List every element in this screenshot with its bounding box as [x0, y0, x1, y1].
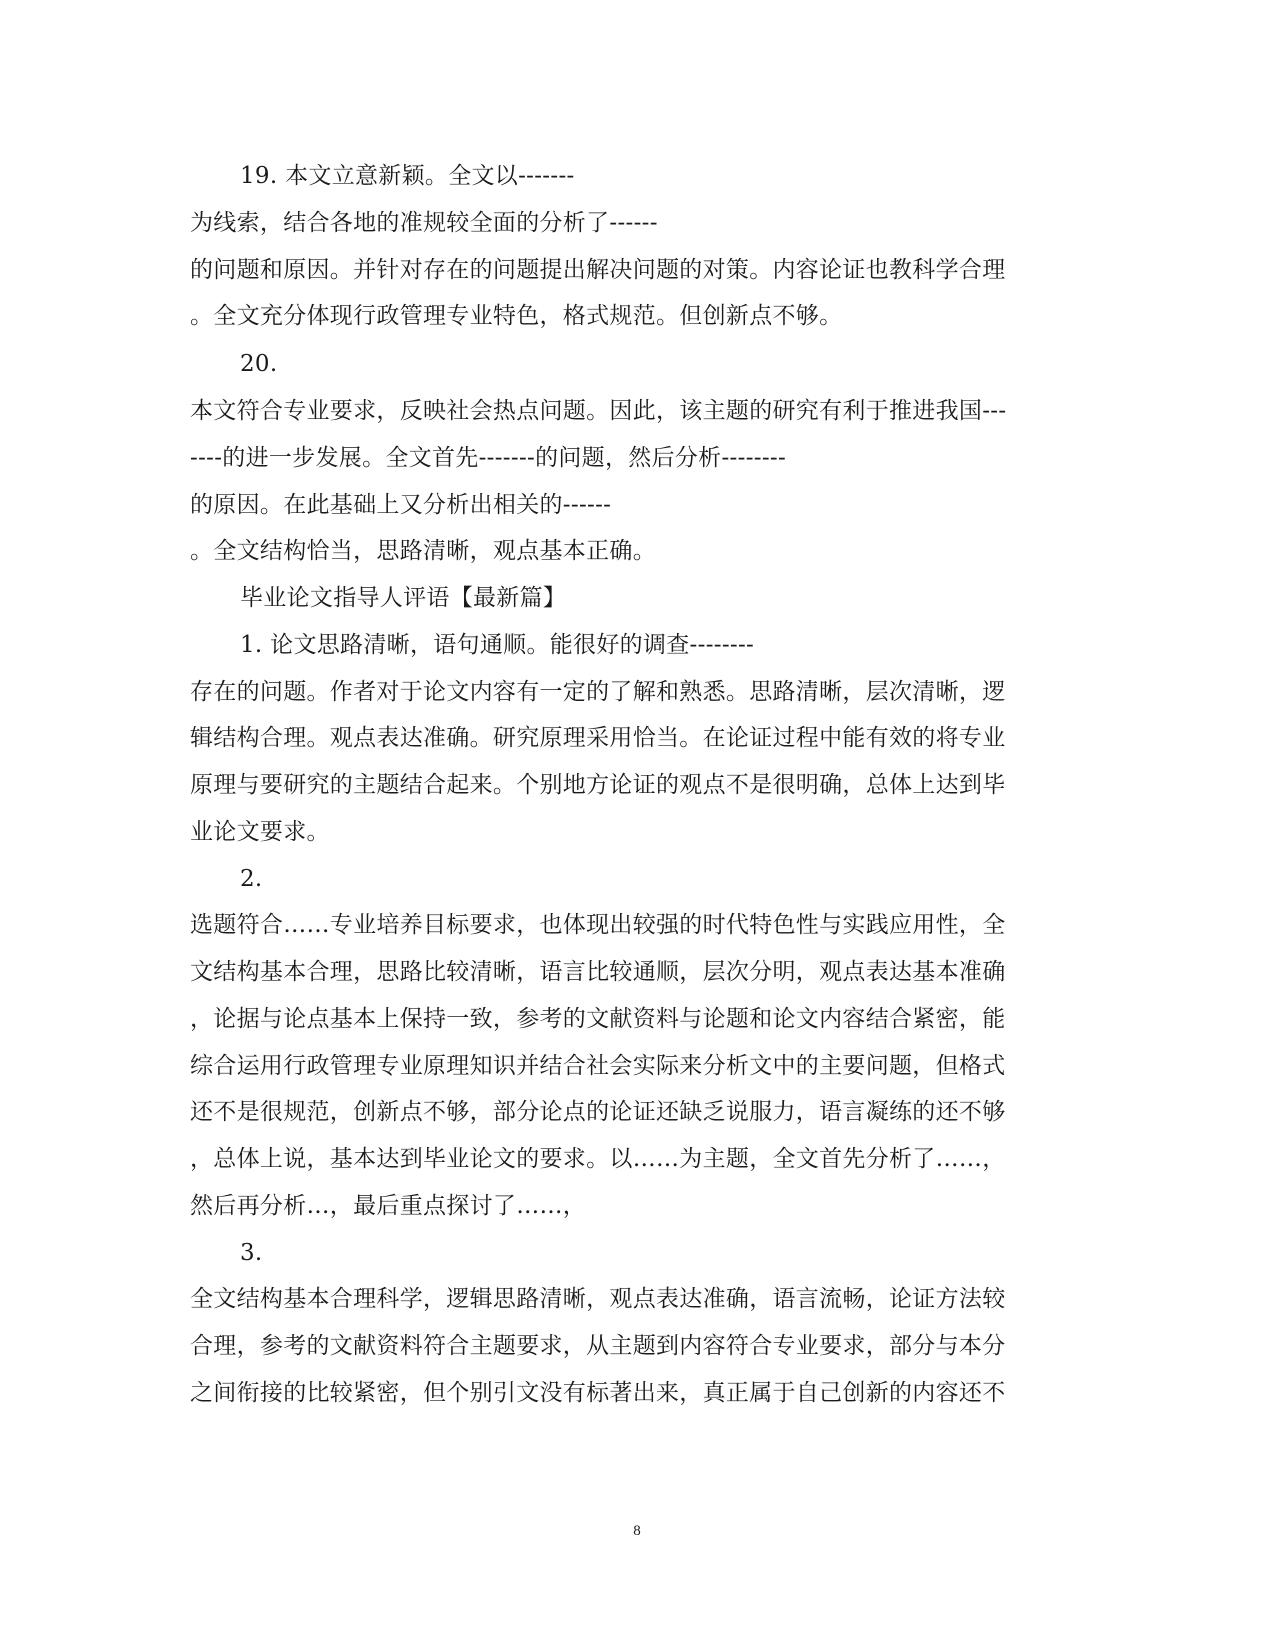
paragraph-line: 的问题和原因。并针对存在的问题提出解决问题的对策。内容论证也教科学合理	[190, 257, 1006, 283]
paragraph-3-heading: 3.	[240, 1240, 263, 1266]
paragraph-1-heading: 1. 论文思路清晰，语句通顺。能很好的调查--------	[240, 632, 755, 658]
paragraph-line: 原理与要研究的主题结合起来。个别地方论证的观点不是很明确，总体上达到毕	[190, 772, 1006, 798]
paragraph-line: 为线索，结合各地的准规较全面的分析了------	[190, 210, 658, 236]
paragraph-line: 本文符合专业要求，反映社会热点问题。因此，该主题的研究有利于推进我国---	[190, 398, 1007, 424]
paragraph-line: 业论文要求。	[190, 819, 330, 845]
paragraph-line: 。全文充分体现行政管理专业特色，格式规范。但创新点不够。	[190, 303, 843, 329]
paragraph-line: 的原因。在此基础上又分析出相关的------	[190, 492, 612, 518]
paragraph-line: 存在的问题。作者对于论文内容有一定的了解和熟悉。思路清晰，层次清晰，逻	[190, 679, 1006, 705]
paragraph-line: 。全文结构恰当，思路清晰，观点基本正确。	[190, 538, 656, 564]
paragraph-line: 还不是很规范，创新点不够，部分论点的论证还缺乏说服力，语言凝练的还不够	[190, 1099, 1006, 1125]
paragraph-line: 之间衔接的比较紧密，但个别引文没有标著出来，真正属于自己创新的内容还不	[190, 1380, 1006, 1406]
paragraph-line: 综合运用行政管理专业原理知识并结合社会实际来分析文中的主要问题，但格式	[190, 1053, 1006, 1079]
paragraph-line: 选题符合……专业培养目标要求，也体现出较强的时代特色性与实践应用性，全	[190, 912, 1006, 938]
page-number: 8	[633, 1523, 641, 1539]
section-heading: 毕业论文指导人评语【最新篇】	[240, 585, 567, 611]
paragraph-line: 合理，参考的文献资料符合主题要求，从主题到内容符合专业要求，部分与本分	[190, 1333, 1006, 1359]
paragraph-line: 辑结构合理。观点表达准确。研究原理采用恰当。在论证过程中能有效的将专业	[190, 725, 1006, 751]
paragraph-19-heading: 19. 本文立意新颖。全文以-------	[240, 163, 575, 189]
paragraph-line: 全文结构基本合理科学，逻辑思路清晰，观点表达准确，语言流畅，论证方法较	[190, 1286, 1006, 1312]
paragraph-line: ，论据与论点基本上保持一致，参考的文献资料与论题和论文内容结合紧密，能	[190, 1006, 1006, 1032]
paragraph-line: ，总体上说，基本达到毕业论文的要求。以……为主题，全文首先分析了……，	[190, 1146, 1006, 1172]
paragraph-line: ----的进一步发展。全文首先-------的问题，然后分析--------	[190, 445, 787, 471]
paragraph-line: 文结构基本合理，思路比较清晰，语言比较通顺，层次分明，观点表达基本准确	[190, 959, 1006, 985]
paragraph-2-heading: 2.	[240, 866, 263, 892]
paragraph-20-heading: 20.	[240, 351, 278, 377]
paragraph-line: 然后再分析…，最后重点探讨了……，	[190, 1193, 587, 1219]
